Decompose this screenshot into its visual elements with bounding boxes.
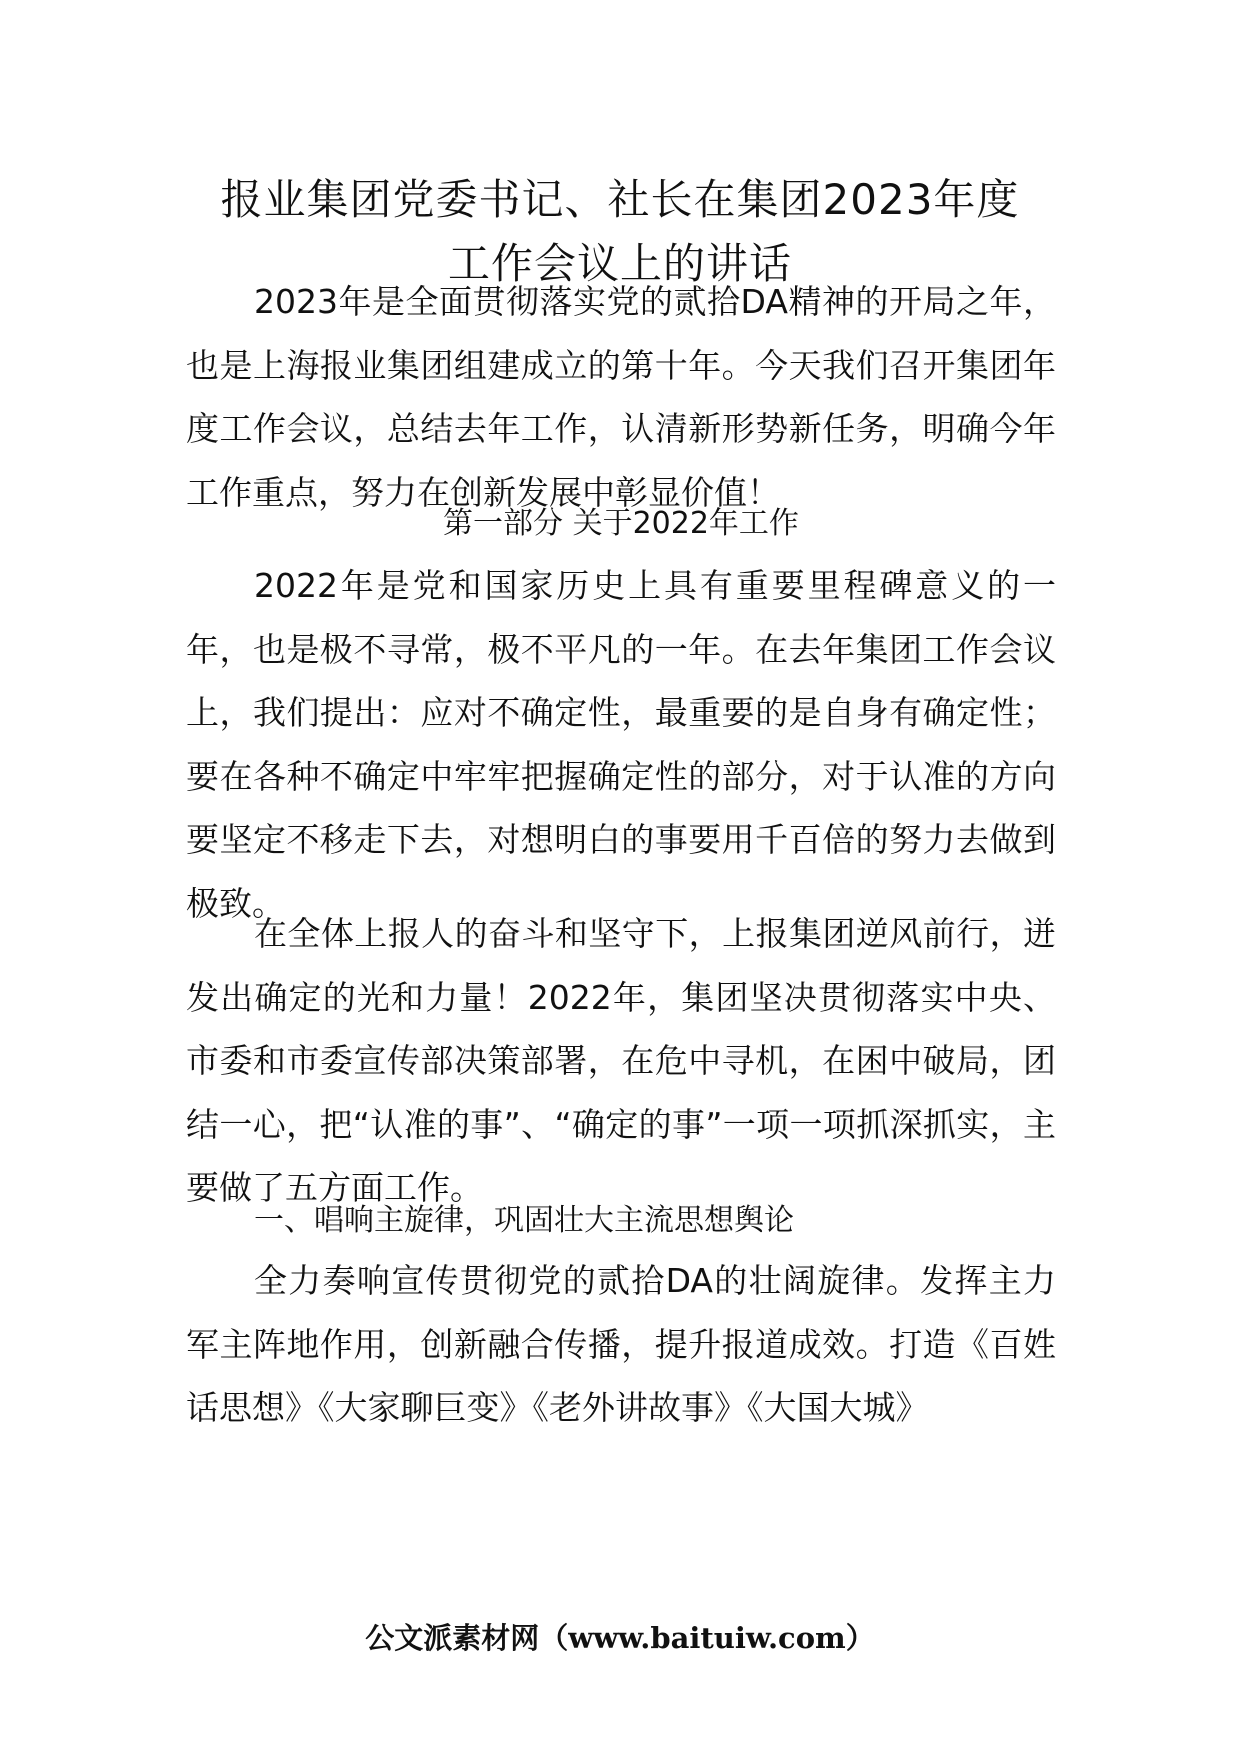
document-title-line-1: 报业集团党委书记、社长在集团2023年度 — [220, 175, 1020, 224]
paragraph-propaganda: 全力奏响宣传贯彻党的贰拾DA的壮阔旋律。发挥主力军主阵地作用，创新融合传播，提升报道成效。打造《百姓话思想》《大家聊巨变》《老外讲故事》《大国大城》 — [186, 1261, 1056, 1427]
paragraph-2022-overview: 2022年是党和国家历史上具有重要里程碑意义的一年，也是极不寻常，极不平凡的一年。在去年集团工作会议上，我们提出：应对不确定性，最重要的是自身有确定性；要在各种不确定中牢牢把握确定性的部分，对于认准的方向要坚定不移走下去，对想明白的事要用千百倍的努力去做到极致。 — [186, 566, 1056, 923]
subheading-main-melody: 一、唱响主旋律，巩固壮大主流思想舆论 — [254, 1203, 794, 1238]
footer-watermark: 公文派素材网（www.baituiw.com） — [365, 1621, 875, 1655]
paragraph-opening: 2023年是全面贯彻落实党的贰拾DA精神的开局之年，也是上海报业集团组建成立的第十年。今天我们召开集团年度工作会议，总结去年工作，认清新形势新任务，明确今年工作重点，努力在创新发展中彰显价值！ — [186, 282, 1056, 512]
paragraph-group-work: 在全体上报人的奋斗和坚守下，上报集团逆风前行，迸发出确定的光和力量！2022年，集团坚决贯彻落实中央、市委和市委宣传部决策部署，在危中寻机，在困中破局，团结一心，把“认准的事”、“确定的事”一项一项抓深抓实，主要做了五方面工作。 — [186, 914, 1056, 1207]
section-heading-part-one: 第一部分 关于2022年工作 — [443, 506, 799, 541]
document-title-line-2: 工作会议上的讲话 — [447, 239, 792, 288]
